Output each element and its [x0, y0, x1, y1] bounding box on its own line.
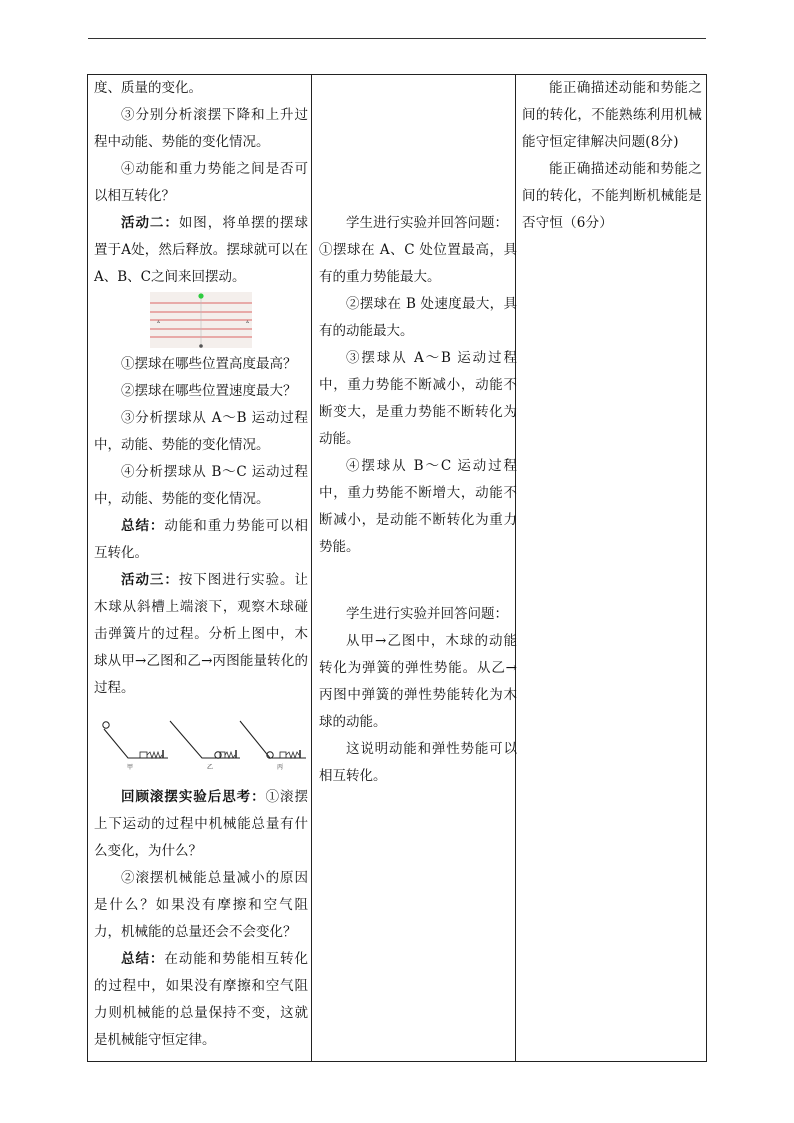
ramp-track	[240, 721, 306, 758]
student-answer: 这说明动能和弹性势能可以相互转化。	[319, 741, 517, 784]
review-label: 回顾滚摆实验后思考：	[121, 789, 266, 805]
column-divider	[311, 75, 312, 1061]
student-answer: ③摆球从 A～B 运动过程中，重力势能不断减小，动能不断变大，是重力势能不断转化为动能。	[319, 350, 517, 447]
text-paragraph: ③分别分析滚摆下降和上升过程中动能、势能的变化情况。	[94, 107, 308, 150]
activity-three-text: 按下图进行实验。让木球从斜槽上端滚下，观察木球碰击弹簧片的过程。分析上图中，木球从甲→乙图和乙→丙图能量转化的过程。	[94, 572, 309, 696]
point-label: A	[246, 319, 249, 324]
spring	[147, 752, 162, 758]
evaluation-criterion: 能正确描述动能和势能之间的转化，不能判断机械能是否守恒（6分）	[522, 161, 702, 231]
block	[140, 752, 147, 758]
ramp-track	[170, 721, 240, 758]
summary-label: 总结：	[121, 951, 165, 967]
figure-label: 乙	[207, 764, 214, 771]
student-activity-column	[319, 210, 517, 790]
question: ①摆球在哪些位置高度最高？	[121, 356, 297, 372]
block	[280, 752, 286, 758]
question: ②摆球在哪些位置速度最大？	[121, 383, 297, 399]
student-answer: ④摆球从 B～C 运动过程中，重力势能不断增大，动能不断减小，是动能不断转化为重力势能。	[319, 458, 517, 555]
spring	[225, 752, 235, 758]
student-answer: ②摆球在 B 处速度最大，具有的动能最大。	[319, 296, 517, 339]
text-paragraph: ④动能和重力势能之间是否可以相互转化？	[94, 161, 308, 204]
review-question	[94, 784, 308, 865]
activity-three-label: 活动三：	[121, 572, 179, 588]
spacer	[319, 561, 517, 601]
text-line: 度、质量的变化。	[94, 80, 202, 96]
activity-two	[94, 210, 308, 291]
evaluation-column	[522, 75, 702, 237]
figure-label: 丙	[277, 764, 284, 771]
wooden-ball	[103, 722, 109, 728]
summary-text: 在动能和势能相互转化的过程中，如果没有摩擦和空气阻力则机械能的总量保持不变，这就是机械能守恒定律。	[94, 951, 308, 1048]
question: ④分析摆球从 B～C 运动过程中，动能、势能的变化情况。	[94, 464, 308, 507]
question: ③分析摆球从 A～B 运动过程中，动能、势能的变化情况。	[94, 410, 308, 453]
student-intro: 学生进行实验并回答问题：	[346, 215, 508, 231]
summary-two	[94, 946, 308, 1054]
figure-label: 甲	[127, 764, 134, 771]
summary-one	[94, 513, 308, 567]
student-answer: ①摆球在 A、C 处位置最高，具有的重力势能最大。	[319, 242, 517, 285]
activity-two-label: 活动二：	[121, 215, 179, 231]
header-rule	[88, 38, 706, 39]
teacher-activity-column	[94, 75, 308, 1054]
summary-text: 动能和重力势能可以相互转化。	[94, 518, 308, 561]
review-text: ①滚摆上下运动的过程中机械能总量有什么变化，为什么？	[94, 789, 309, 859]
ramp-spring-figure	[94, 714, 308, 784]
evaluation-criterion: 能正确描述动能和势能之间的转化，不能熟练利用机械能守恒定律解决问题(8分)	[522, 80, 702, 150]
pendulum-ball	[199, 344, 203, 348]
activity-three	[94, 567, 308, 702]
lesson-table	[87, 74, 707, 1062]
spring	[286, 752, 299, 758]
activity-two-text: 如图，将单摆的摆球置于A处，然后释放。摆球就可以在A、B、C之间来回摆动。	[94, 215, 309, 285]
student-intro: 学生进行实验并回答问题：	[346, 606, 508, 622]
review-question: ②滚摆机械能总量减小的原因是什么？如果没有摩擦和空气阻力，机械能的总量还会不会变化？	[94, 870, 308, 940]
pendulum-pivot	[198, 293, 203, 298]
summary-label: 总结：	[121, 518, 165, 534]
point-label: A	[157, 319, 160, 324]
pendulum-figure	[94, 291, 308, 351]
student-answer: 从甲→乙图中，木球的动能转化为弹簧的弹性势能。从乙→丙图中弹簧的弹性势能转化为木球的动能。	[319, 633, 517, 730]
